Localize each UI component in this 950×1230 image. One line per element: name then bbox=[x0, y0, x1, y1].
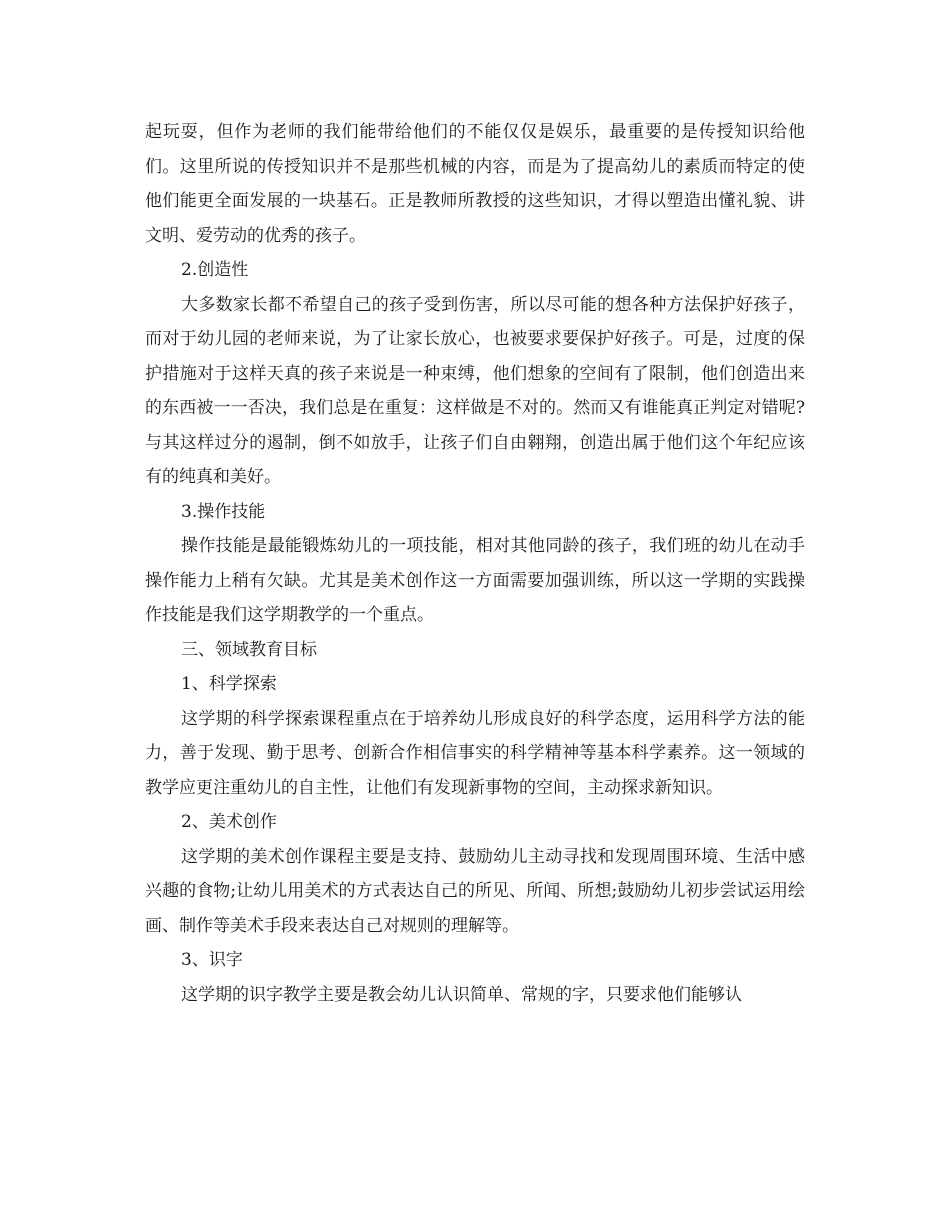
section-heading-science: 1、科学探索 bbox=[181, 674, 277, 694]
section-heading-creativity: 2.创造性 bbox=[181, 260, 249, 280]
section-heading-art: 2、美术创作 bbox=[181, 812, 277, 832]
paragraph-science: 这学期的科学探索课程重点在于培养幼儿形成良好的科学态度，运用科学方法的能力，善于发现、勤于思考、创新合作相信事实的科学精神等基本科学素养。这一领域的教学应更注重幼儿的自主性，让他们有发现新事物的空间，主动探求新知识。 bbox=[145, 708, 805, 798]
paragraph-literacy: 这学期的识字教学主要是教会幼儿认识简单、常规的字，只要求他们能够认 bbox=[181, 984, 742, 1005]
paragraph-continuation: 起玩耍，但作为老师的我们能带给他们的不能仅仅是娱乐，最重要的是传授知识给他们。这里所说的传授知识并不是那些机械的内容，而是为了提高幼儿的素质而特定的使他们能更全面发展的一块基石。正是教师所教授的这些知识，才得以塑造出懂礼貌、讲文明、爱劳动的优秀的孩子。 bbox=[145, 122, 805, 246]
section-heading-domain-goals: 三、领域教育目标 bbox=[181, 639, 317, 660]
paragraph-creativity: 大多数家长都不希望自己的孩子受到伤害，所以尽可能的想各种方法保护好孩子，而对于幼儿园的老师来说，为了让家长放心，也被要求要保护好孩子。可是，过度的保护措施对于这样天真的孩子来说是一种束缚，他们想象的空间有了限制，他们创造出来的东西被一一否决，我们总是在重复：这样做是不对的。然而又有谁能真正判定对错呢?与其这样过分的遏制，倒不如放手，让孩子们自由翱翔，创造出属于他们这个年纪应该有的纯真和美好。 bbox=[145, 294, 805, 487]
document-body bbox=[145, 115, 805, 1012]
section-heading-operation-skills: 3.操作技能 bbox=[181, 501, 266, 522]
paragraph-operation-skills: 操作技能是最能锻炼幼儿的一项技能，相对其他同龄的孩子，我们班的幼儿在动手操作能力上稍有欠缺。尤其是美术创作这一方面需要加强训练，所以这一学期的实践操作技能是我们这学期教学的一个重点。 bbox=[145, 536, 805, 625]
section-heading-literacy: 3、识字 bbox=[181, 950, 243, 970]
paragraph-art: 这学期的美术创作课程主要是支持、鼓励幼儿主动寻找和发现周围环境、生活中感兴趣的食物;让幼儿用美术的方式表达自己的所见、所闻、所想;鼓励幼儿初步尝试运用绘画、制作等美术手段来表达自己对规则的理解等。 bbox=[145, 846, 805, 936]
